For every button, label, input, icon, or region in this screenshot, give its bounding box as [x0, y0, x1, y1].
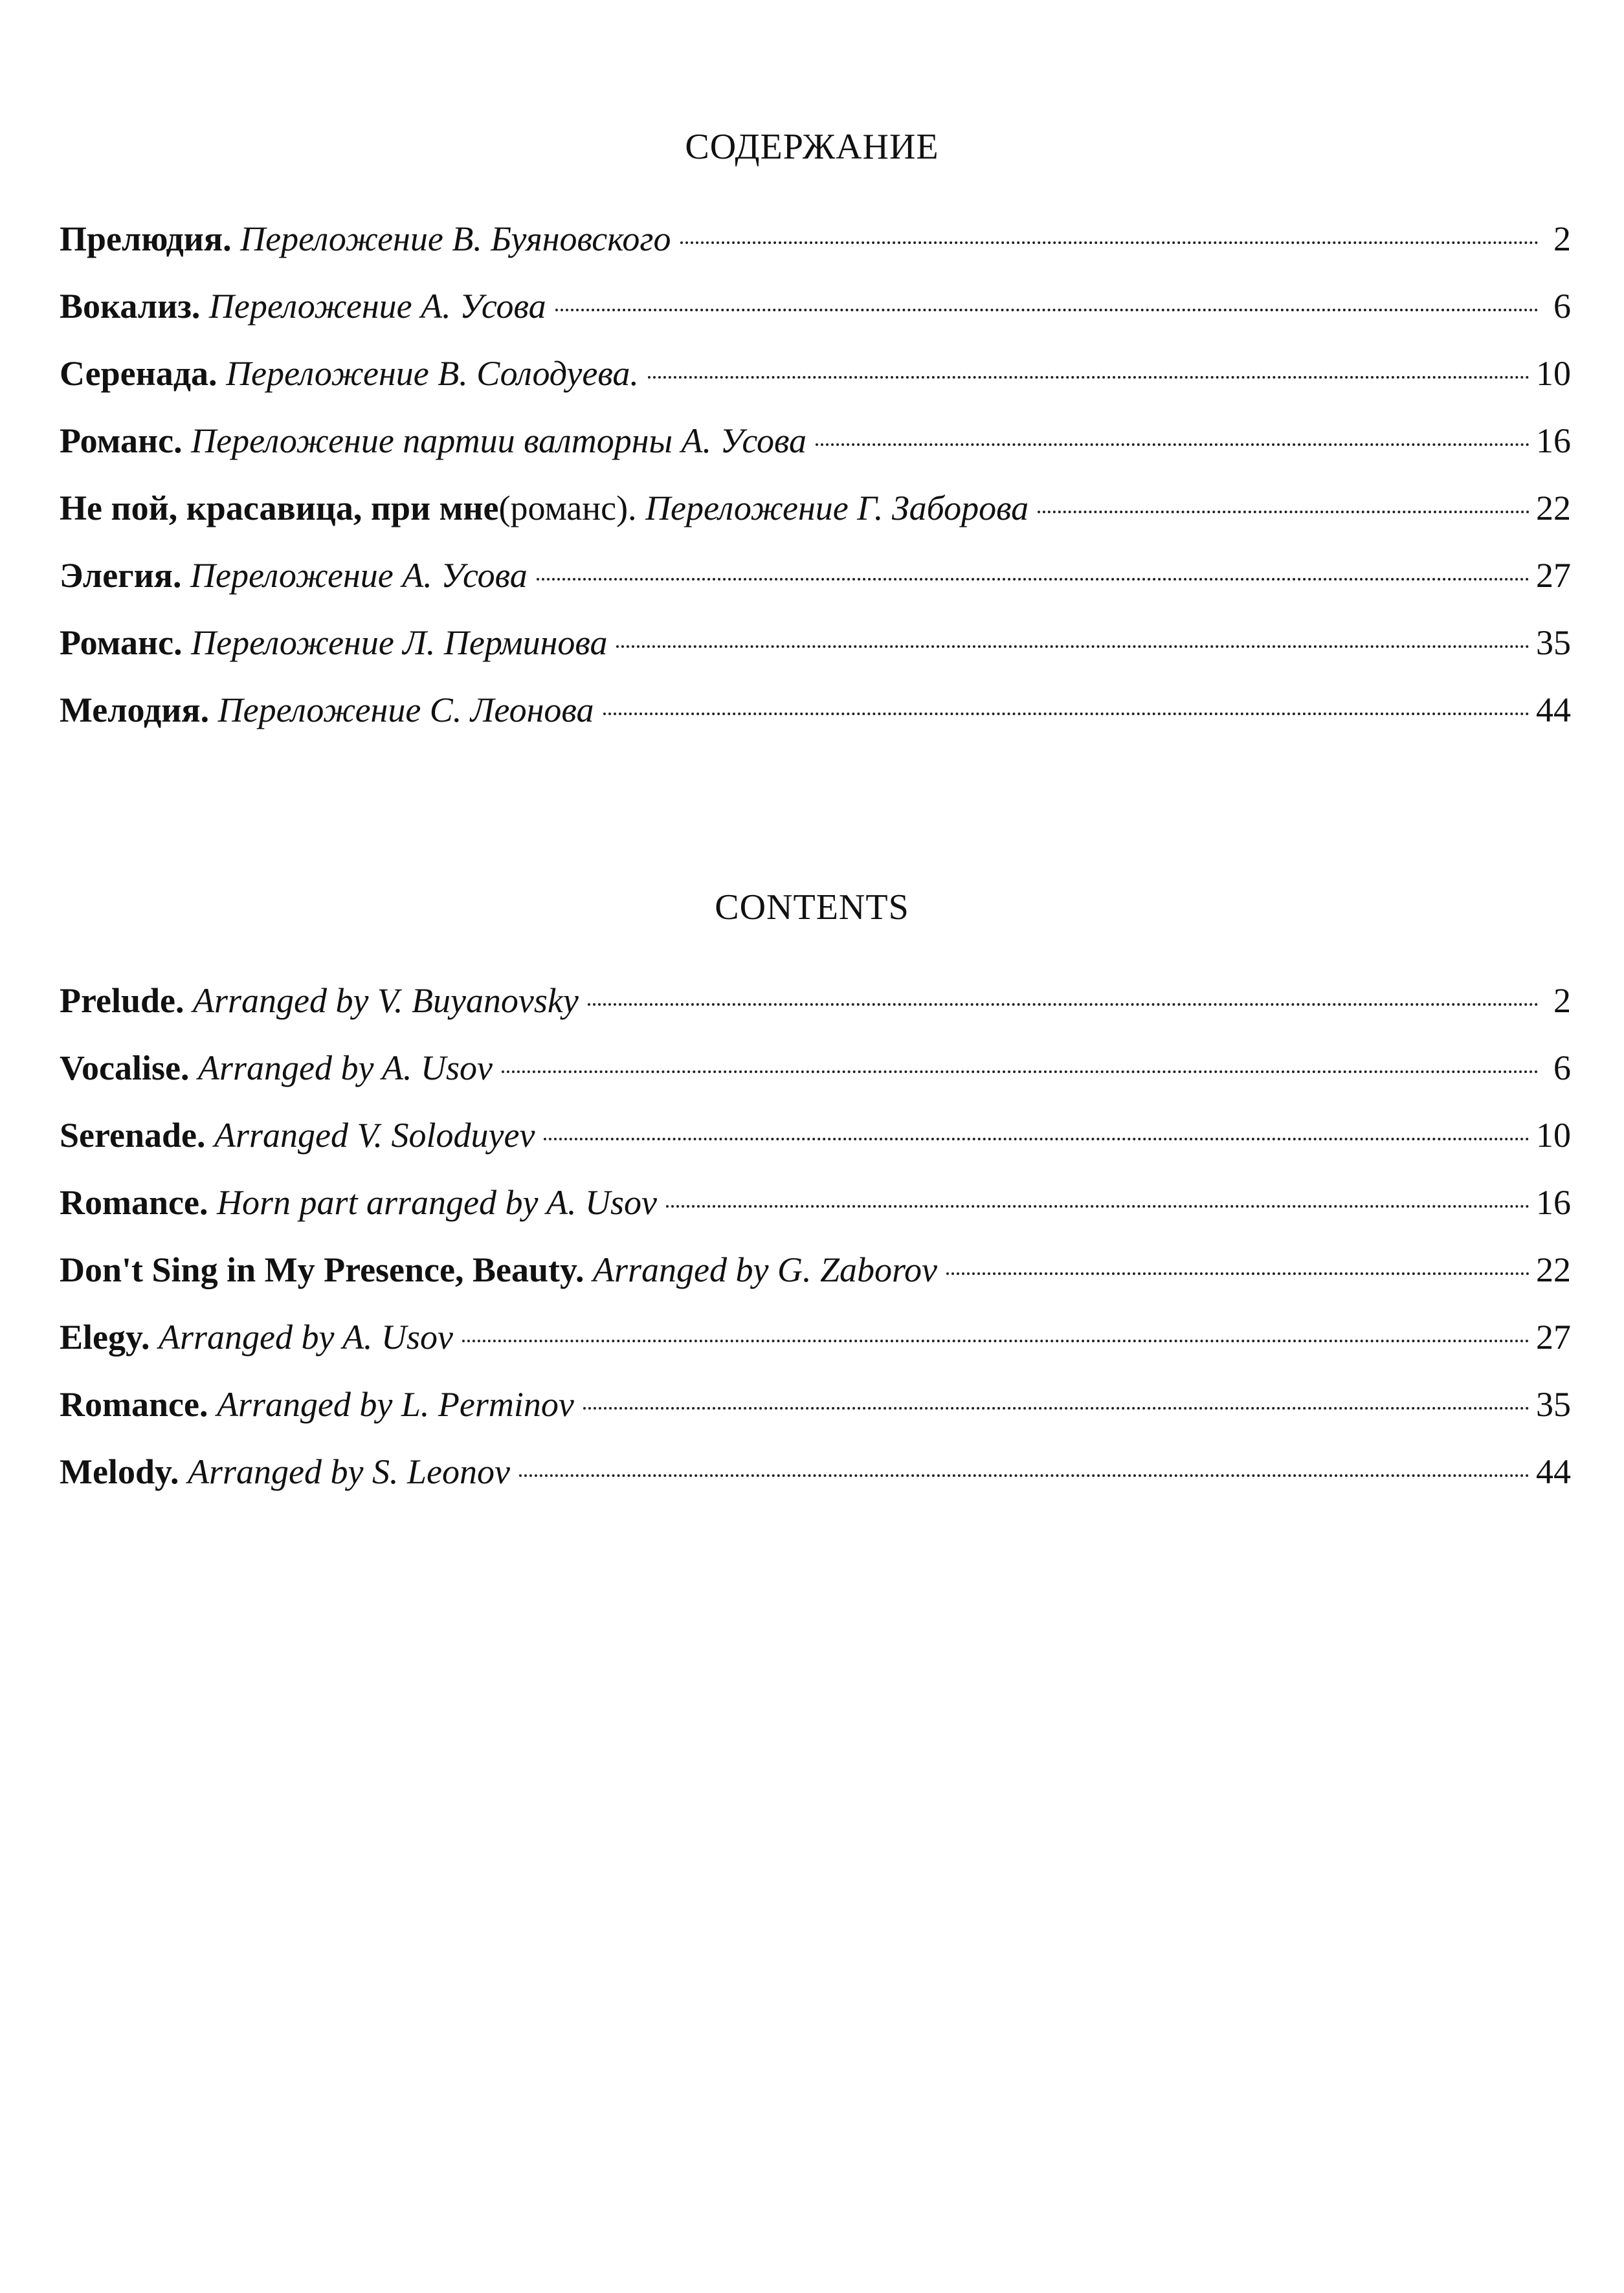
toc-dot-leader	[816, 443, 1529, 446]
toc-entry-arranger: Переложение Л. Перминова	[191, 623, 608, 662]
toc-entry-page: 27	[1536, 1318, 1571, 1357]
toc-entry-arranger: Переложение В. Буяновского	[240, 219, 671, 258]
toc-entry[interactable]	[60, 353, 1571, 421]
toc-entry-title: Серенада.	[60, 354, 217, 393]
toc-entry-title: Romance.	[60, 1183, 208, 1222]
toc-dot-leader	[519, 1474, 1529, 1477]
toc-entry-arranger: Arranged by L. Perminov	[216, 1385, 574, 1424]
toc-entry[interactable]	[60, 1384, 1571, 1452]
toc-entry-arranger: Arranged by A. Usov	[198, 1048, 493, 1087]
toc-entry-page: 16	[1536, 1183, 1571, 1222]
toc-entry[interactable]	[60, 286, 1571, 353]
toc-list-english	[60, 980, 1571, 1519]
toc-dot-leader	[537, 578, 1529, 581]
toc-dot-leader	[588, 1003, 1539, 1006]
toc-entry-arranger: Переложение А. Усова	[190, 556, 528, 595]
toc-list-russian	[60, 219, 1571, 757]
toc-entry-arranger: Переложение партии валторны А. Усова	[191, 421, 807, 460]
toc-dot-leader	[666, 1205, 1529, 1208]
toc-entry-page: 6	[1553, 287, 1571, 326]
toc-entry-title: Serenade.	[60, 1116, 206, 1155]
toc-dot-leader	[555, 309, 1539, 311]
toc-entry[interactable]	[60, 1452, 1571, 1519]
toc-entry-title: Прелюдия.	[60, 219, 232, 258]
contents-heading-russian: СОДЕРЖАНИЕ	[685, 127, 939, 167]
toc-dot-leader	[544, 1138, 1529, 1140]
toc-entry-title: Мелодия.	[60, 691, 210, 729]
toc-entry[interactable]	[60, 488, 1571, 555]
toc-dot-leader	[680, 241, 1539, 244]
toc-entry-arranger: Arranged by V. Buyanovsky	[192, 981, 579, 1020]
toc-entry-page: 27	[1536, 556, 1571, 595]
toc-entry-title: Не пой, красавица, при мне	[60, 489, 499, 527]
toc-dot-leader	[648, 376, 1529, 379]
toc-entry[interactable]	[60, 219, 1571, 286]
toc-entry-arranger: Arranged V. Soloduyev	[214, 1116, 535, 1155]
toc-entry-page: 44	[1536, 691, 1571, 729]
toc-entry[interactable]	[60, 980, 1571, 1048]
toc-entry-note: (романс).	[498, 489, 637, 527]
toc-entry[interactable]	[60, 690, 1571, 757]
toc-entry-arranger: Arranged by S. Leonov	[188, 1452, 510, 1491]
toc-entry-title: Elegy.	[60, 1318, 150, 1357]
toc-dot-leader	[616, 645, 1529, 648]
toc-dot-leader	[502, 1070, 1539, 1073]
toc-entry-title: Романс.	[60, 421, 183, 460]
toc-entry-title: Romance.	[60, 1385, 208, 1424]
toc-entry-arranger: Переложение А. Усова	[208, 287, 546, 326]
toc-entry-title: Don't Sing in My Presence, Beauty.	[60, 1250, 584, 1289]
toc-entry-arranger: Переложение С. Леонова	[217, 691, 594, 729]
toc-entry-arranger: Horn part arranged by A. Usov	[216, 1183, 657, 1222]
toc-dot-leader	[603, 713, 1529, 715]
toc-entry[interactable]	[60, 1182, 1571, 1250]
toc-entry-page: 10	[1536, 1116, 1571, 1155]
toc-dot-leader	[462, 1340, 1529, 1342]
toc-entry[interactable]	[60, 421, 1571, 488]
toc-entry-page: 16	[1536, 421, 1571, 460]
toc-entry[interactable]	[60, 1115, 1571, 1182]
toc-entry[interactable]	[60, 623, 1571, 690]
toc-entry-page: 35	[1536, 623, 1571, 662]
toc-entry-page: 10	[1536, 354, 1571, 393]
toc-entry-arranger: Переложение Г. Заборова	[645, 489, 1029, 527]
toc-entry-page: 22	[1536, 489, 1571, 527]
toc-dot-leader	[583, 1407, 1529, 1410]
toc-dot-leader	[946, 1272, 1529, 1275]
toc-entry-page: 6	[1553, 1048, 1571, 1087]
toc-entry-page: 44	[1536, 1452, 1571, 1491]
toc-entry[interactable]	[60, 555, 1571, 623]
toc-entry-title: Vocalise.	[60, 1048, 190, 1087]
toc-entry[interactable]	[60, 1048, 1571, 1115]
toc-entry-title: Вокализ.	[60, 287, 201, 326]
toc-entry-page: 2	[1553, 981, 1571, 1020]
toc-dot-leader	[1038, 511, 1529, 513]
toc-entry-page: 35	[1536, 1385, 1571, 1424]
toc-entry-arranger: Arranged by A. Usov	[159, 1318, 453, 1357]
toc-entry[interactable]	[60, 1250, 1571, 1317]
toc-entry-title: Melody.	[60, 1452, 179, 1491]
toc-entry-arranger: Переложение В. Солодуева.	[226, 354, 639, 393]
contents-heading-english: CONTENTS	[715, 887, 909, 927]
toc-entry-arranger: Arranged by G. Zaborov	[593, 1250, 937, 1289]
toc-entry-title: Элегия.	[60, 556, 182, 595]
toc-entry-page: 2	[1553, 219, 1571, 258]
toc-entry[interactable]	[60, 1317, 1571, 1384]
toc-entry-title: Prelude.	[60, 981, 184, 1020]
toc-entry-title: Романс.	[60, 623, 183, 662]
toc-entry-page: 22	[1536, 1250, 1571, 1289]
